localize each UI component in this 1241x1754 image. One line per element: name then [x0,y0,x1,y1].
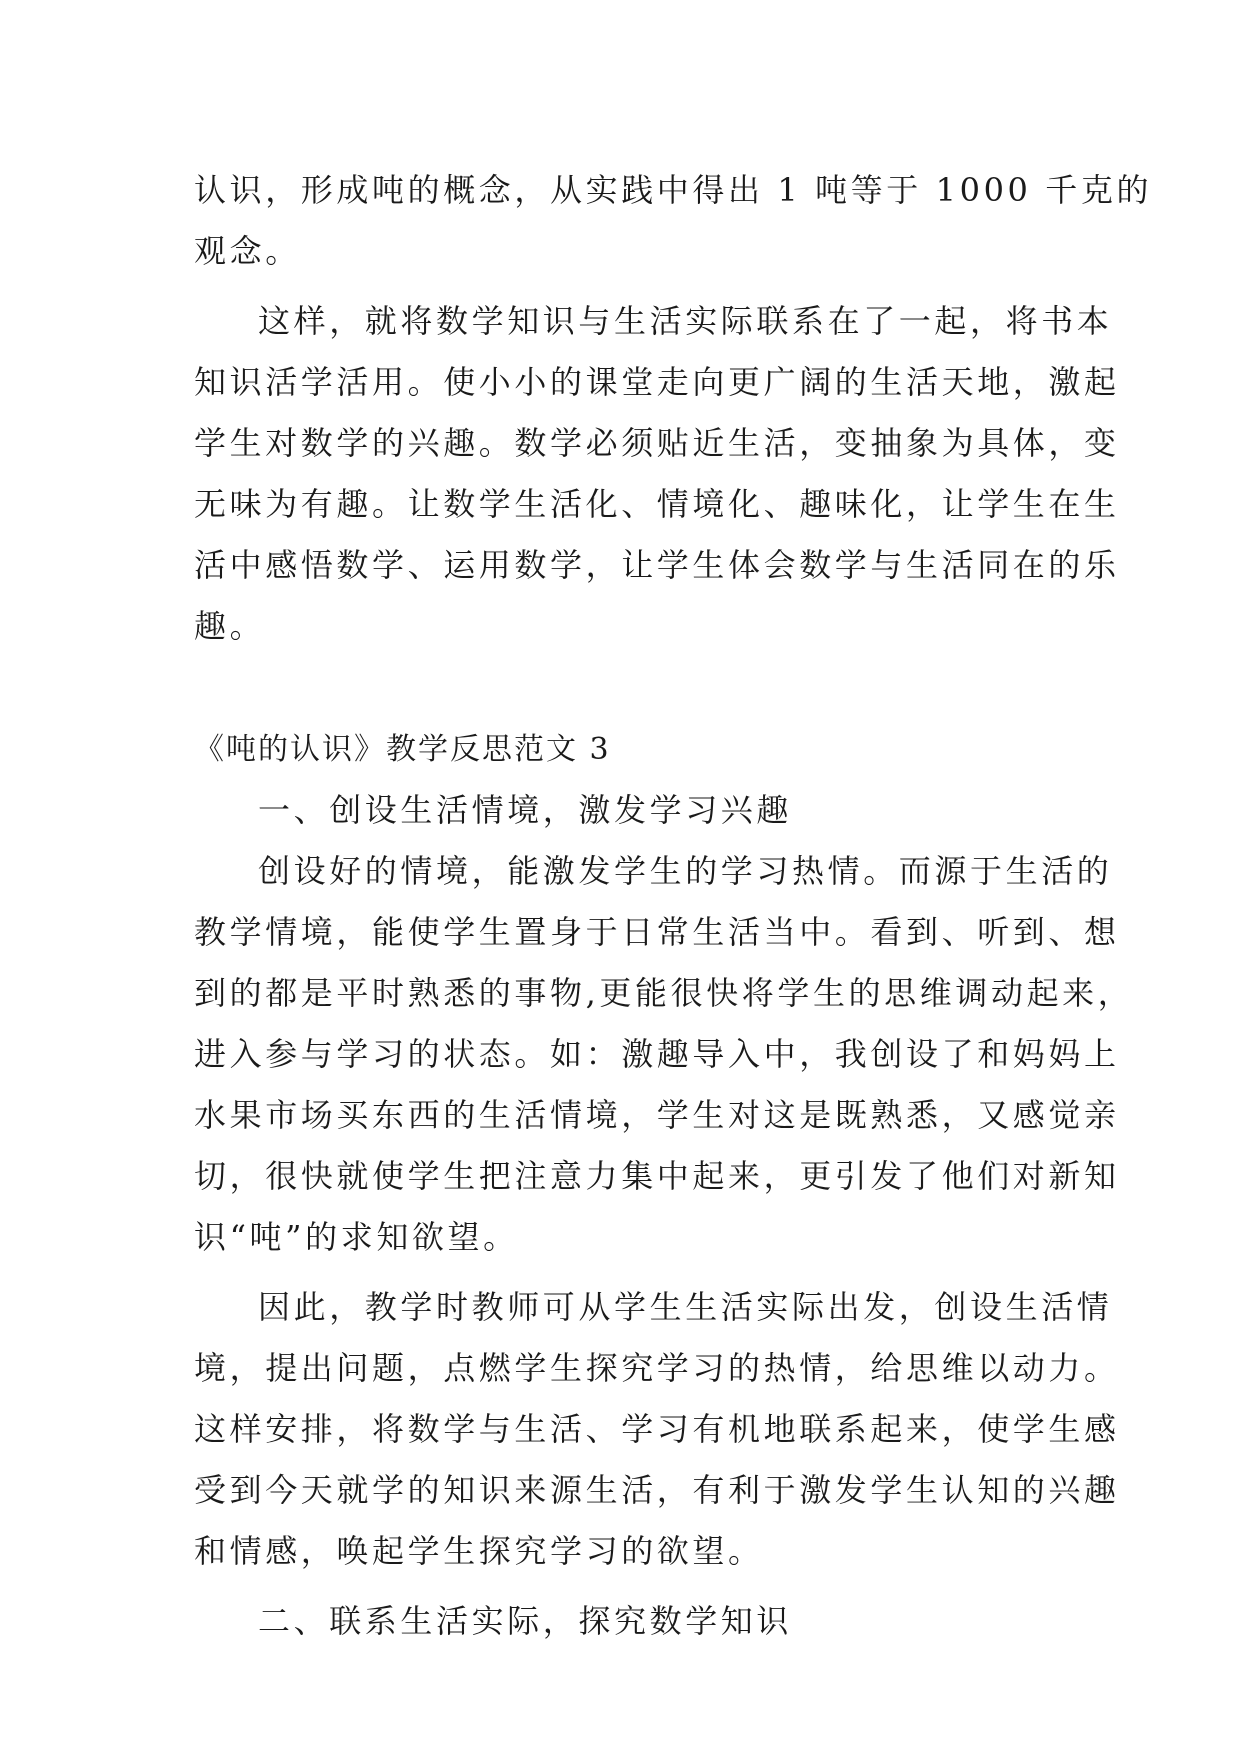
text-line: 境，提出问题，点燃学生探究学习的热情，给思维以动力。 [194,1349,1120,1387]
text-line: 切，很快就使学生把注意力集中起来，更引发了他们对新知 [194,1157,1120,1195]
text-line: 知识活学活用。使小小的课堂走向更广阔的生活天地，激起 [194,363,1120,401]
heading-2: 二、联系生活实际，探究数学知识 [258,1602,793,1640]
text-line: 学生对数学的兴趣。数学必须贴近生活，变抽象为具体，变 [194,424,1120,462]
paragraph-3 [194,841,1134,1268]
section-title: 《吨的认识》教学反思范文 3 [194,732,611,767]
text-line: 活中感悟数学、运用数学，让学生体会数学与生活同在的乐 [194,546,1120,584]
text-line: 教学情境，能使学生置身于日常生活当中。看到、听到、想 [194,913,1120,951]
text-line: 这样，就将数学知识与生活实际联系在了一起，将书本 [258,302,1113,340]
paragraph-1 [194,160,1153,282]
text-line: 创设好的情境，能激发学生的学习热情。而源于生活的 [258,852,1113,890]
text-line: 到的都是平时熟悉的事物,更能很快将学生的思维调动起来， [194,974,1134,1012]
paragraph-2 [194,291,1120,657]
text-line: 进入参与学习的状态。如：激趣导入中，我创设了和妈妈上 [194,1035,1120,1073]
paragraph-4 [194,1277,1120,1582]
text-line: 受到今天就学的知识来源生活，有利于激发学生认知的兴趣 [194,1471,1120,1509]
document-body [194,160,1153,1652]
text-line: 观念。 [194,232,301,270]
text-line: 因此，教学时教师可从学生生活实际出发，创设生活情 [258,1288,1113,1326]
text-line: 这样安排，将数学与生活、学习有机地联系起来，使学生感 [194,1410,1120,1448]
text-line: 认识，形成吨的概念，从实践中得出 1 吨等于 1000 千克的 [194,171,1153,209]
text-line: 水果市场买东西的生活情境，学生对这是既熟悉，又感觉亲 [194,1096,1120,1134]
text-line: 和情感，唤起学生探究学习的欲望。 [194,1532,764,1570]
heading-1: 一、创设生活情境，激发学习兴趣 [258,791,793,829]
text-line: 趣。 [194,607,266,645]
text-line: 识“吨”的求知欲望。 [194,1218,519,1256]
text-line: 无味为有趣。让数学生活化、情境化、趣味化，让学生在生 [194,485,1120,523]
